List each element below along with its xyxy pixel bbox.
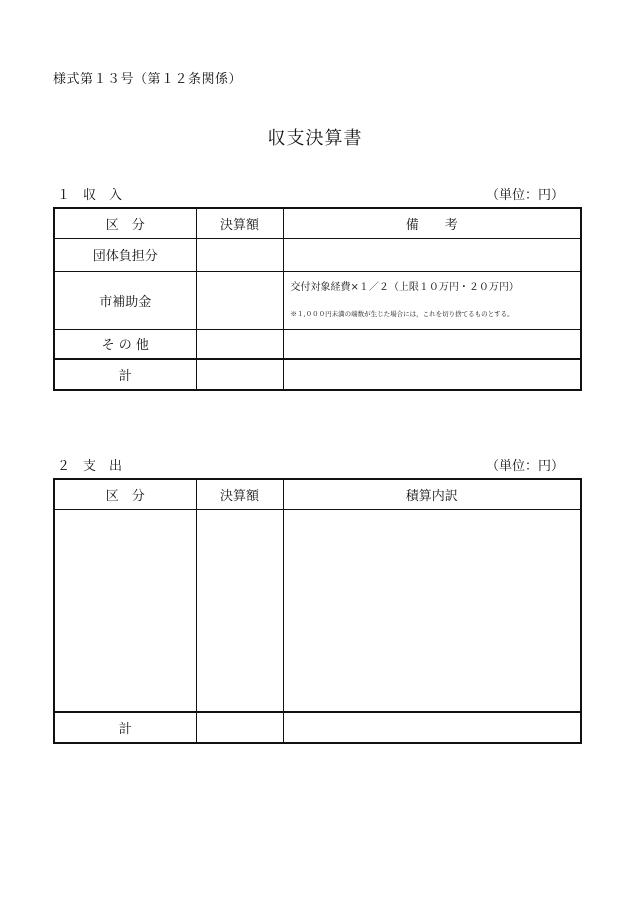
income-table — [53, 207, 582, 391]
expense-table — [53, 478, 582, 744]
expense-heading: ２ 支 出 — [57, 459, 123, 474]
row-category: そ の 他 — [54, 329, 196, 359]
row-note-cell[interactable] — [283, 271, 581, 329]
income-col-category: 区 分 — [54, 208, 196, 238]
form-number: 様式第１３号（第１２条関係） — [53, 72, 243, 87]
income-unit: （単位：円） — [486, 188, 565, 203]
total-label: 計 — [54, 359, 196, 390]
income-heading: １ 収 入 — [57, 188, 123, 203]
row-category: 市補助金 — [54, 271, 196, 329]
row-category: 団体負担分 — [54, 238, 196, 271]
table-row — [54, 509, 581, 712]
expense-unit: （単位：円） — [486, 459, 565, 474]
row-note[interactable] — [283, 238, 581, 271]
row-amount[interactable] — [196, 271, 283, 329]
expense-col-detail: 積算内訳 — [283, 479, 581, 509]
row-amount[interactable] — [196, 509, 283, 712]
subsidy-formula-note: 交付対象経費×１／２（上限１０万円・２０万円） — [290, 281, 519, 293]
income-header-row — [54, 208, 581, 238]
total-label: 計 — [54, 712, 196, 743]
total-detail[interactable] — [283, 712, 581, 743]
rounding-note: ※１,０００円未満の端数が生じた場合には，これを切り捨てるものとする。 — [290, 309, 514, 318]
expense-header-row — [54, 479, 581, 509]
document-title: 収支決算書 — [267, 128, 363, 149]
total-amount[interactable] — [196, 359, 283, 390]
row-amount[interactable] — [196, 329, 283, 359]
table-row — [54, 238, 581, 271]
table-row — [54, 271, 581, 329]
income-col-note: 備 考 — [283, 208, 581, 238]
row-category[interactable] — [54, 509, 196, 712]
row-note[interactable] — [283, 329, 581, 359]
total-note[interactable] — [283, 359, 581, 390]
income-total-row — [54, 359, 581, 390]
expense-col-amount: 決算額 — [196, 479, 283, 509]
income-col-amount: 決算額 — [196, 208, 283, 238]
table-row — [54, 329, 581, 359]
row-amount[interactable] — [196, 238, 283, 271]
row-detail[interactable] — [283, 509, 581, 712]
expense-col-category: 区 分 — [54, 479, 196, 509]
expense-total-row — [54, 712, 581, 743]
total-amount[interactable] — [196, 712, 283, 743]
